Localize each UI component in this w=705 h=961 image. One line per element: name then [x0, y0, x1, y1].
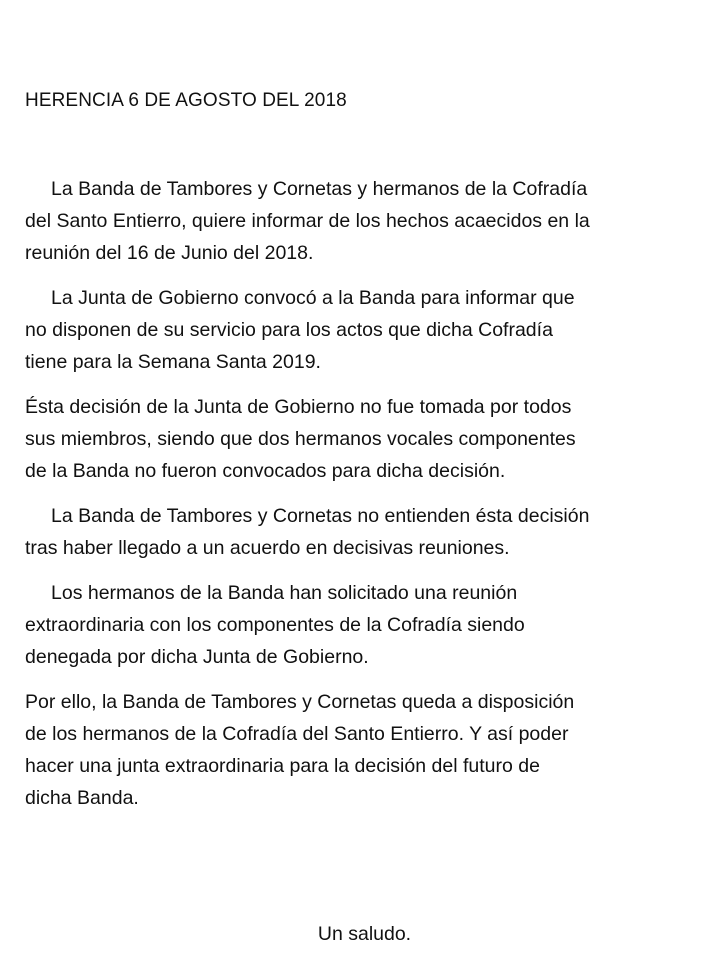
text-line: La Banda de Tambores y Cornetas no entienden ésta decisión — [51, 505, 590, 527]
text-line: dicha Banda. — [25, 787, 139, 809]
text-line: La Junta de Gobierno convocó a la Banda para informar que — [51, 287, 575, 309]
paragraph-4 — [25, 500, 675, 564]
paragraph-3 — [25, 391, 675, 487]
text-line: del Santo Entierro, quiere informar de los hechos acaecidos en la — [25, 210, 590, 232]
paragraph-6 — [25, 686, 675, 814]
text-line: tiene para la Semana Santa 2019. — [25, 351, 321, 373]
paragraph-1 — [25, 173, 675, 269]
text-line: tras haber llegado a un acuerdo en decisivas reuniones. — [25, 537, 510, 559]
paragraph-2 — [25, 282, 675, 378]
text-line: La Banda de Tambores y Cornetas y hermanos de la Cofradía — [51, 178, 588, 200]
document-body — [25, 173, 675, 827]
text-line: Los hermanos de la Banda han solicitado una reunión — [51, 582, 518, 604]
text-line: extraordinaria con los componentes de la Cofradía siendo — [25, 614, 525, 636]
document-date-heading: HERENCIA 6 DE AGOSTO DEL 2018 — [25, 90, 347, 111]
text-line: Por ello, la Banda de Tambores y Cornetas queda a disposición — [25, 691, 575, 713]
paragraph-5 — [25, 577, 675, 673]
text-line: no disponen de su servicio para los actos que dicha Cofradía — [25, 319, 553, 341]
text-line: reunión del 16 de Junio del 2018. — [25, 242, 314, 264]
text-line: hacer una junta extraordinaria para la decisión del futuro de — [25, 755, 540, 777]
text-line: sus miembros, siendo que dos hermanos vocales componentes — [25, 428, 576, 450]
text-line: de los hermanos de la Cofradía del Santo Entierro. Y así poder — [25, 723, 569, 745]
text-line: de la Banda no fueron convocados para dicha decisión. — [25, 460, 506, 482]
text-line: Ésta decisión de la Junta de Gobierno no fue tomada por todos — [25, 396, 572, 418]
closing-salutation: Un saludo. — [317, 923, 412, 945]
text-line: denegada por dicha Junta de Gobierno. — [25, 646, 369, 668]
